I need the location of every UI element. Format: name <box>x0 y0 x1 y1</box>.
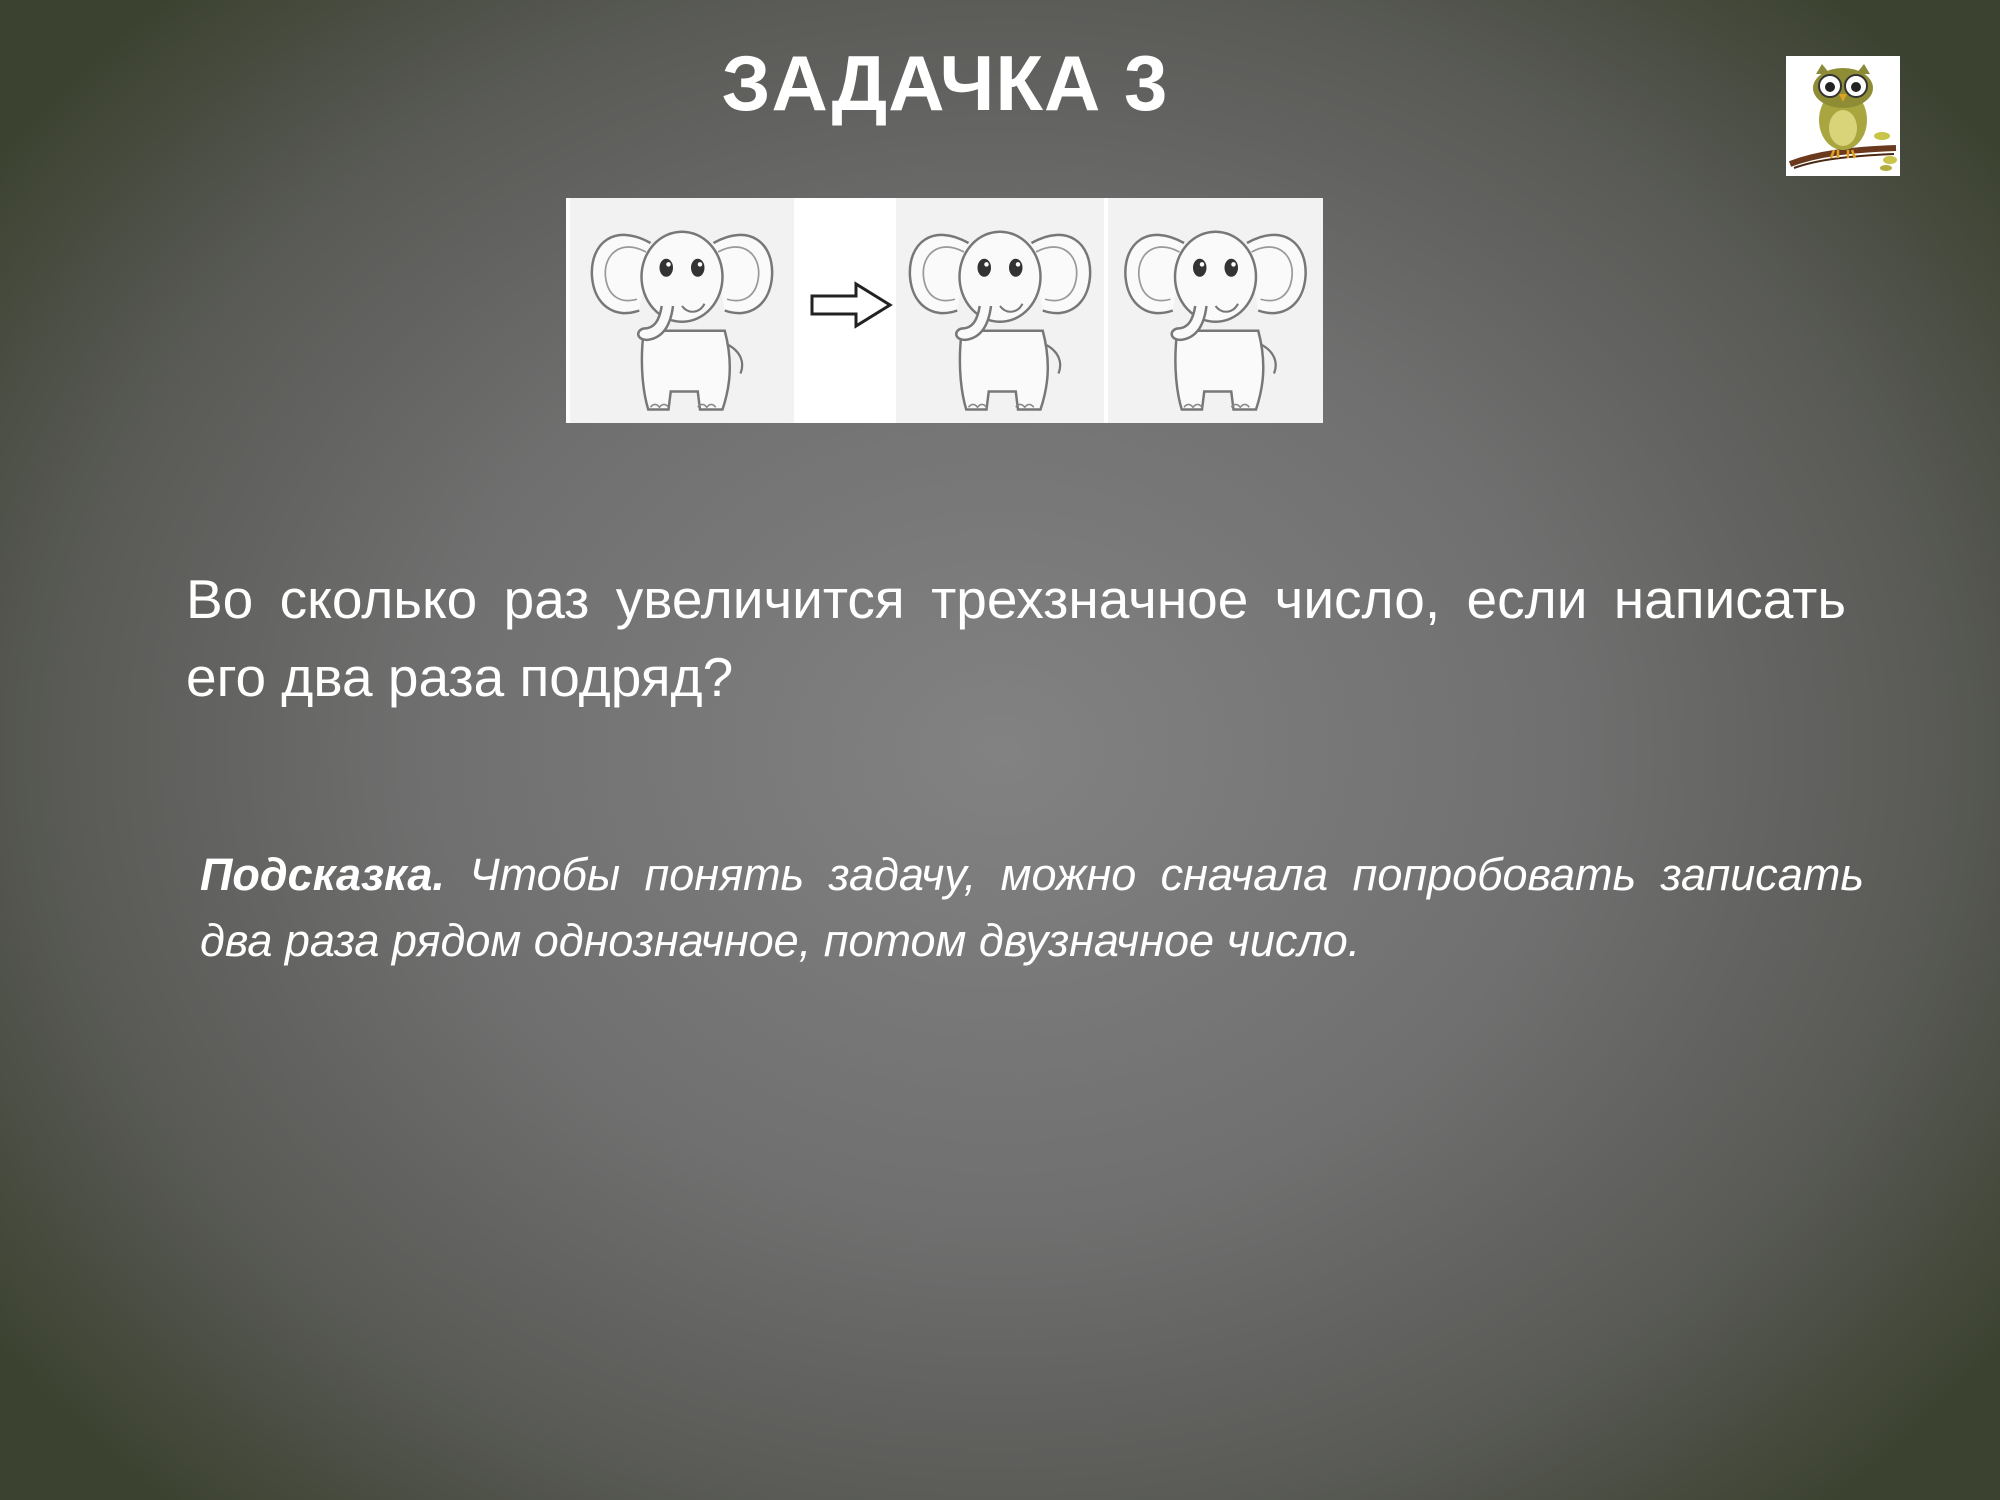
hint-text: Чтобы понять задачу, можно сначала попробовать записать два раза рядом однозначное, потом двузначное число. <box>200 849 1864 966</box>
elephant-icon <box>570 198 794 423</box>
owl-icon <box>1786 56 1900 176</box>
elephants-illustration <box>566 198 1323 423</box>
hint-paragraph <box>200 842 1864 974</box>
slide-title: ЗАДАЧКА 3 <box>721 39 1169 127</box>
elephant-icon <box>1108 198 1323 423</box>
question-text: Во сколько раз увеличится трехзначное число, если написать его два раза подряд? <box>186 568 1846 708</box>
hint-label: Подсказка. <box>200 849 445 900</box>
elephant-icon <box>896 198 1104 423</box>
right-arrow-icon <box>806 280 896 330</box>
